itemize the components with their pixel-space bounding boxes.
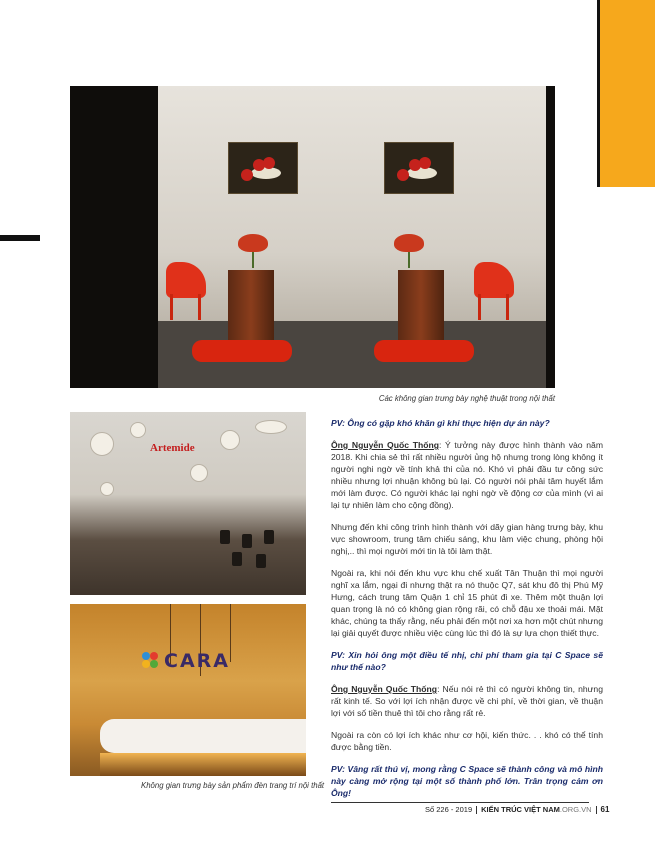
fruit-painting-right <box>384 142 454 194</box>
gallery-booth-photo <box>70 86 555 388</box>
flower-vase-left <box>238 234 268 252</box>
booth-right <box>324 86 546 388</box>
paragraph-4: Ngoài ra còn có lợi ích khác như cơ hội, kiến thức. . . khó có thể tính được bằng tiền. <box>331 730 603 752</box>
pedestal-right <box>398 270 444 342</box>
magazine-domain: .ORG.VN <box>559 805 592 814</box>
question-2: PV: Xin hỏi ông một điều tế nhị, chi phí tham gia tại C Space sẽ như thế nào? <box>331 650 603 672</box>
flower-vase-right <box>394 234 424 252</box>
footer-rule <box>331 802 589 803</box>
interview-article <box>331 417 603 809</box>
answer-1 <box>331 439 603 511</box>
pedestal-left <box>228 270 274 342</box>
page-number: 61 <box>600 805 610 814</box>
cara-logo <box>140 648 236 674</box>
fruit-painting-left <box>228 142 298 194</box>
question-1: PV: Ông có gặp khó khăn gì khi thực hiện dự án này? <box>331 418 550 428</box>
page-footer <box>425 805 609 814</box>
issue-number: Số 226 - 2019 <box>425 805 473 814</box>
answer-2-text: : Nếu nói rẻ thì có người không tin, nhưng rất kinh tế. So với lợi ích nhận được về chi phí, về thời gian, về thuận lợi với số tiền thuê thì tôi cho rằng rất rẻ. <box>331 684 603 718</box>
hero-caption: Các không gian trưng bày nghệ thuật trong nội thất <box>378 394 555 403</box>
gallery-caption: Không gian trưng bày sản phẩm đèn trang trí nội thất <box>141 781 325 790</box>
side-marker-bar <box>0 235 40 241</box>
paragraph-3: Ngoài ra, khi nói đến khu vực khu chế xuất Tân Thuận thì mọi người nghĩ xa lắm, ngại đi nhưng thật ra nó thuộc Q7, sát khu đô thị Phú Mỹ Hưng, cách trung tâm Quận 1 chỉ 15 phút đi xe. Thêm một thuận lợi quan trọng là nó có không gian rộng rãi, có chỗ đậu xe thoải mái. Mặt khác, chúng ta thấy rằng, nếu phải đến một nơi xa hơn một chút nhưng lại giải quyết được nhiều việc cùng lúc thì đó là sự lựa chọn thiết thực. <box>331 568 603 638</box>
speaker-name: Ông Nguyễn Quốc Thống <box>331 440 439 450</box>
reception-desk-photo <box>70 604 306 776</box>
cara-logo-text: CARA <box>164 650 230 672</box>
red-rug-left <box>192 340 292 362</box>
accent-color-bar <box>600 0 655 187</box>
answer-2 <box>331 683 603 719</box>
closing-remark: PV: Vâng rất thú vị, mong rằng C Space sẽ thành công và mô hình này càng mở rộng tại một số thành phố lớn. Trân trọng cảm ơn Ông! <box>331 764 603 798</box>
paragraph-2: Nhưng đến khi công trình hình thành với dãy gian hàng trưng bày, khu vực showroom, trung tâm chiếu sáng, khu làm việc chung, phòng hội nghị,.. thì mọi người mới tin là tôi làm thật. <box>331 522 603 556</box>
speaker-name: Ông Nguyễn Quốc Thống <box>331 684 438 694</box>
reception-desk <box>100 719 306 753</box>
answer-1-text: : Ý tưởng này được hình thành vào năm 2018. Khi chia sẻ thì rất nhiều người ủng hộ nhưng trong lòng không ít người nghi ngờ về tính khả thi của nó. Khó vì phải đầu tư công sức nhiều nhưng lợi nhuận không bù lại. Có người nói phải tâm huyết lắm mới làm được. Có người khác lại nghi ngờ về động cơ của mình (vì ai lại tự nhiên làm cho cộng đồng). <box>331 440 603 510</box>
red-chair-right <box>474 262 514 298</box>
red-rug-right <box>374 340 474 362</box>
showroom-brand-sign: Artemide <box>150 442 195 454</box>
magazine-name: KIẾN TRÚC VIỆT NAM <box>481 805 560 814</box>
red-chair-left <box>166 262 206 298</box>
lamp-showroom-photo <box>70 412 306 595</box>
